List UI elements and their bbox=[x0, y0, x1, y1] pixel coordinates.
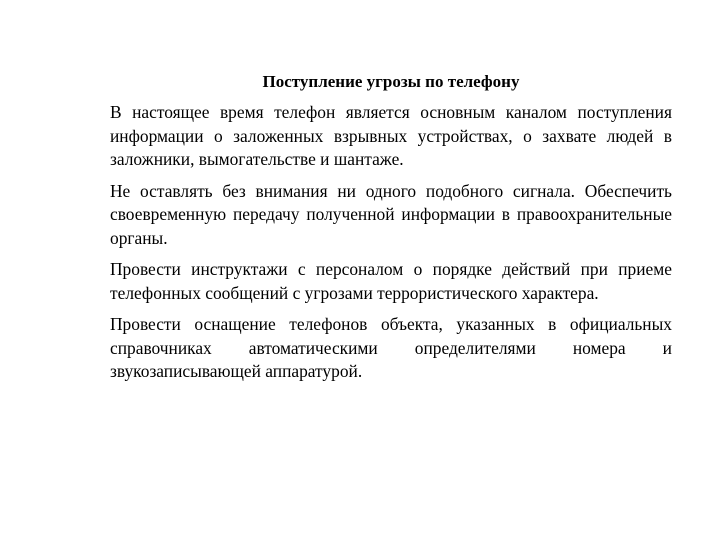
document-title: Поступление угрозы по телефону bbox=[262, 72, 520, 91]
paragraph-phone-channel: В настоящее время телефон является основным каналом поступления информации о заложенных взрывных устройствах, о захвате людей в заложники, вымогательстве и шантаже. bbox=[110, 102, 672, 169]
paragraph-equipment: Провести оснащение телефонов объекта, указанных в официальных справочниках автоматическими определителями номера и звукозаписывающей аппаратурой. bbox=[110, 314, 672, 381]
document-body bbox=[110, 70, 672, 392]
paragraph-report-signal: Не оставлять без внимания ни одного подобного сигнала. Обеспечить своевременную передачу полученной информации в правоохранительные органы. bbox=[110, 180, 672, 248]
paragraph-staff-briefing: Провести инструктажи с персоналом о порядке действий при приеме телефонных сообщений с угрозами террористического характера. bbox=[110, 259, 672, 303]
